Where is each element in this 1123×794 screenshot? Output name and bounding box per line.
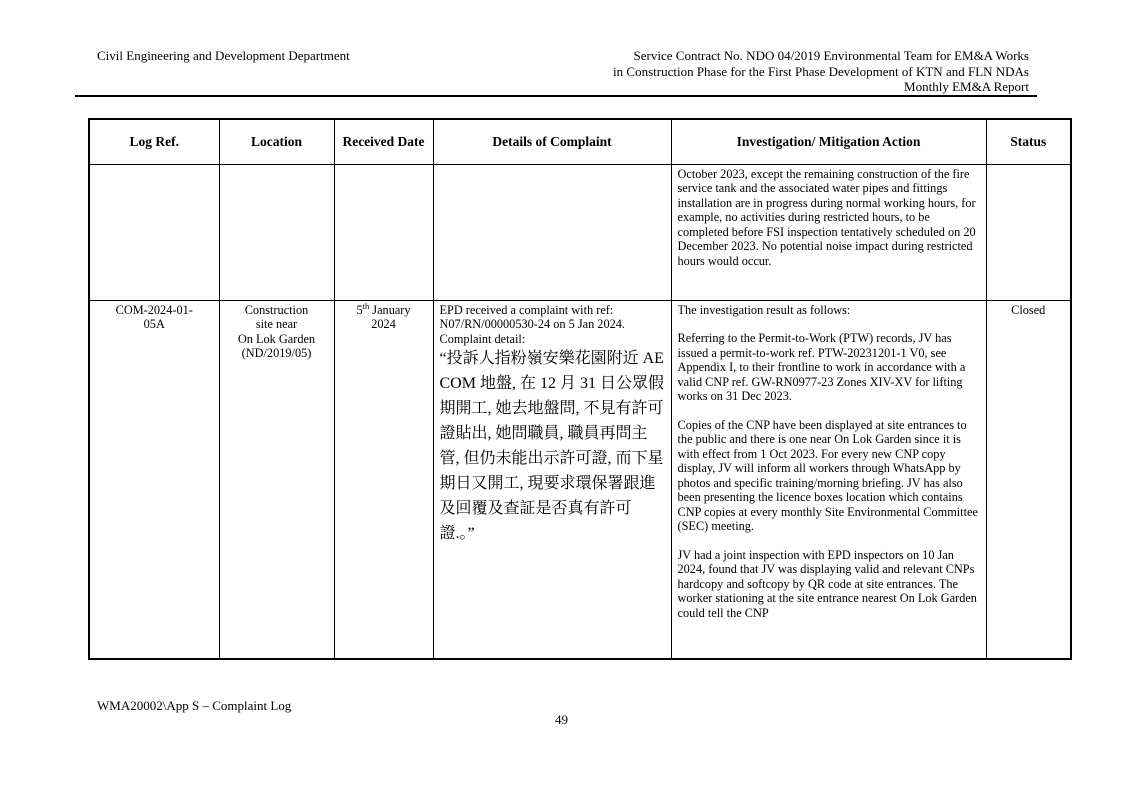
- cell-status: [986, 300, 1071, 659]
- table-row-continuation: [89, 164, 1071, 300]
- received-date-line-1: 5th January: [356, 300, 411, 317]
- header-divider-rule: [75, 95, 1037, 97]
- received-date-year: 2024: [371, 317, 396, 331]
- contract-title-line-2: in Construction Phase for the First Phase Development of KTN and FLN NDAs: [613, 63, 1029, 79]
- table-row-complaint: [89, 300, 1071, 659]
- cell-status-empty: [986, 164, 1071, 300]
- contract-title-block: [613, 48, 1029, 95]
- column-header-location: Location: [219, 119, 334, 164]
- column-header-details: Details of Complaint: [433, 119, 671, 164]
- footer-document-ref: WMA20002\App S – Complaint Log: [97, 698, 292, 713]
- report-type: Monthly EM&A Report: [904, 79, 1029, 94]
- cell-received-date-empty: [334, 164, 433, 300]
- ordinal-suffix: th: [362, 300, 370, 311]
- cell-investigation-continuation: October 2023, except the remaining construction of the fire service tank and the associated water pipes and fittings installation are in progress during normal working hours, for example, no activities during restricted hours, to be completed before FSI inspection tentatively scheduled on 20 December 2023. No potential noise impact during restricted hours would occur.: [671, 164, 986, 300]
- location-line: On Lok Garden: [237, 331, 316, 346]
- investigation-paragraph: Referring to the Permit-to-Work (PTW) records, JV has issued a permit-to-work ref. PTW-20231201-1 V0, see Appendix I, to their frontline to work in accordance with a valid CNP ref. GW-RN0977-23 Zones XIV-XV for lifting works on 31 Dec 2023.: [677, 331, 966, 403]
- column-header-status: Status: [986, 119, 1071, 164]
- investigation-paragraph: JV had a joint inspection with EPD inspectors on 10 Jan 2024, found that JV was displaying valid and relevant CNPs hardcopy and softcopy by QR code at site entrances. The worker stationing at the site entrance nearest On Lok Garden could tell the CNP: [677, 547, 977, 620]
- cell-log-ref: [89, 300, 219, 659]
- complaint-chinese-text: “投訴人指粉嶺安樂花園附近 AECOM 地盤, 在 12 月 31 日公眾假期開工, 她去地盤問, 不見有許可證貼出, 她問職員, 職員再問主管, 但仍未能出示許可證, 而下星期日又開工, 現要求環保署跟進及回覆及查証是否真有許可證.。”: [439, 350, 664, 542]
- cell-location: [219, 300, 334, 659]
- complaint-log-table: [88, 118, 1072, 660]
- location-line: (ND/2019/05): [241, 346, 312, 360]
- complaint-detail-label: Complaint detail:: [439, 331, 526, 346]
- status-value: Closed: [1011, 302, 1046, 317]
- location-line: Construction: [244, 302, 309, 317]
- location-line: site near: [255, 317, 298, 331]
- table-header-row: [89, 119, 1071, 164]
- cell-location-empty: [219, 164, 334, 300]
- log-ref-value: COM-2024-01-05A: [115, 302, 193, 331]
- investigation-paragraph: Copies of the CNP have been displayed at site entrances to the public and there is one near On Lok Garden since it is with effect from 1 Oct 2023. For every new CNP copy display, JV will inform all workers through WhatsApp by photos and specific training/morning briefing. JV has also been presenting the licence boxes location which contains CNP copies at every monthly Site Environmental Committee (SEC) meeting.: [677, 417, 978, 533]
- cell-investigation-action: [671, 300, 986, 659]
- cell-received-date: [334, 300, 433, 659]
- column-header-received-date: Received Date: [334, 119, 433, 164]
- cell-details-empty: [433, 164, 671, 300]
- investigation-paragraph: The investigation result as follows:: [677, 302, 851, 317]
- column-header-log-ref: Log Ref.: [89, 119, 219, 164]
- column-header-investigation: Investigation/ Mitigation Action: [671, 119, 986, 164]
- complaint-ref-text: EPD received a complaint with ref: N07/RN/00000530-24 on 5 Jan 2024.: [439, 302, 625, 331]
- department-name: Civil Engineering and Development Department: [97, 48, 350, 63]
- cell-log-ref-empty: [89, 164, 219, 300]
- page-number: 49: [555, 712, 568, 727]
- cell-details-of-complaint: [433, 300, 671, 659]
- contract-title-line-1: Service Contract No. NDO 04/2019 Environmental Team for EM&A Works: [633, 48, 1029, 63]
